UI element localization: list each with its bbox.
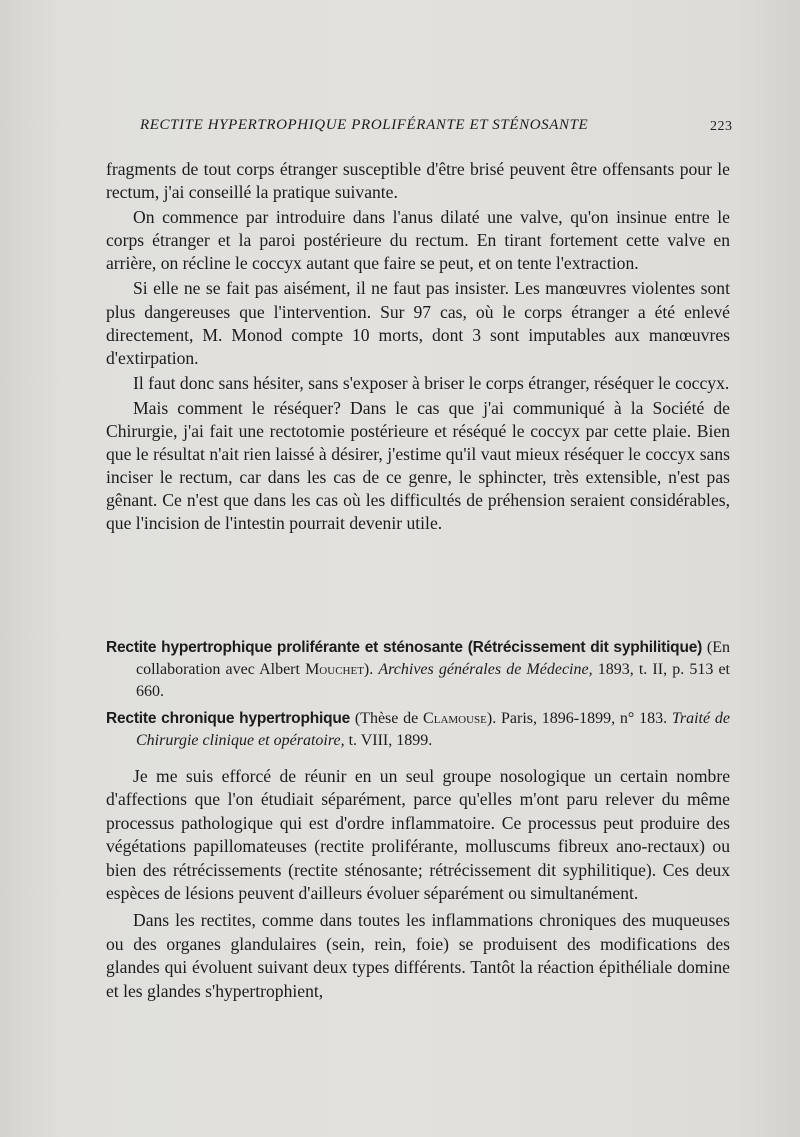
entry-collab-open: (En collaboration avec Albert	[136, 639, 730, 678]
body-text-top	[106, 158, 730, 536]
entry-these-close: ). Paris, 1896-1899, n° 183.	[486, 710, 672, 727]
author-name: Mouchet	[305, 661, 364, 678]
paragraph: Il faut donc sans hésiter, sans s'exposer à briser le corps étranger, réséquer le coccyx.	[133, 372, 730, 393]
body-text-bottom	[106, 765, 730, 1003]
entry-details: 1893, t. II, p. 513 et 660.	[136, 661, 730, 700]
journal-title: Traité de Chirurgie clinique et opératoire,	[136, 710, 730, 749]
bibliography-entry	[106, 637, 730, 703]
entry-details: t. VIII, 1899.	[344, 732, 433, 749]
page-number: 223	[710, 119, 733, 134]
entry-collab-close: ).	[363, 661, 379, 678]
paragraph: Mais comment le réséquer? Dans le cas que j'ai communiqué à la Société de Chirurgie, j'ai fait une rectotomie postérieure et réséqué le coccyx par cette plaie. Bien que le résultat n'ait rien laissé à désirer, j'estime qu'il vaut mieux réséquer le coccyx sans inciser le rectum, car dans les cas de ce genre, le sphincter, très extensible, n'est pas gênant. Ce n'est que dans les cas où les difficultés de préhension seraient considérables, que l'incision de l'intestin pourrait devenir utile.	[106, 397, 730, 534]
entry-these-open: (Thèse de	[350, 710, 424, 727]
entry-title: Rectite hypertrophique proliférante et sténosante (Rétrécissement dit syphilitique)	[106, 639, 703, 656]
paragraph: Dans les rectites, comme dans toutes les inflammations chroniques des muqueuses ou des organes glandulaires (sein, rein, foie) se produisent des modifications des glandes qui évoluent suivant deux types différents. Tantôt la réaction épithéliale domine et les glandes s'hypertrophient,	[106, 910, 730, 1001]
paragraph: Je me suis efforcé de réunir en un seul groupe nosologique un certain nombre d'affections que l'on étudiait séparément, parce qu'elles m'ont paru relever du même processus pathologique qui est d'ordre inflammatoire. Ce processus peut produire des végétations papillomateuses (rectite proliférante, molluscums fibreux ano-rectaux) ou bien des rétrécissements (rectite sténosante; rétrécissement dit syphilitique). Ces deux espèces de lésions peuvent d'ailleurs évoluer séparément ou simultanément.	[106, 766, 730, 904]
running-header	[140, 117, 740, 134]
paragraph: fragments de tout corps étranger susceptible d'être brisé peuvent être offensants pour le rectum, j'ai conseillé la pratique suivante.	[106, 159, 730, 203]
entry-title: Rectite chronique hypertrophique	[106, 710, 351, 727]
paragraph: On commence par introduire dans l'anus dilaté une valve, qu'on insinue entre le corps étranger et la paroi postérieure du rectum. En tirant fortement cette valve en arrière, on récline le coccyx autant que faire se peut, et on tente l'extraction.	[106, 207, 730, 274]
bibliography-entry	[106, 708, 730, 752]
author-name: Clamouse	[423, 710, 487, 727]
running-title: RECTITE HYPERTROPHIQUE PROLIFÉRANTE ET STÉNOSANTE	[140, 117, 589, 133]
paragraph: Si elle ne se fait pas aisément, il ne faut pas insister. Les manœuvres violentes sont plus dangereuses que l'intervention. Sur 97 cas, où le corps étranger a été enlevé directement, M. Monod compte 10 morts, dont 3 sont imputables aux manœuvres d'extirpation.	[106, 278, 730, 368]
journal-title: Archives générales de Médecine,	[378, 661, 593, 678]
